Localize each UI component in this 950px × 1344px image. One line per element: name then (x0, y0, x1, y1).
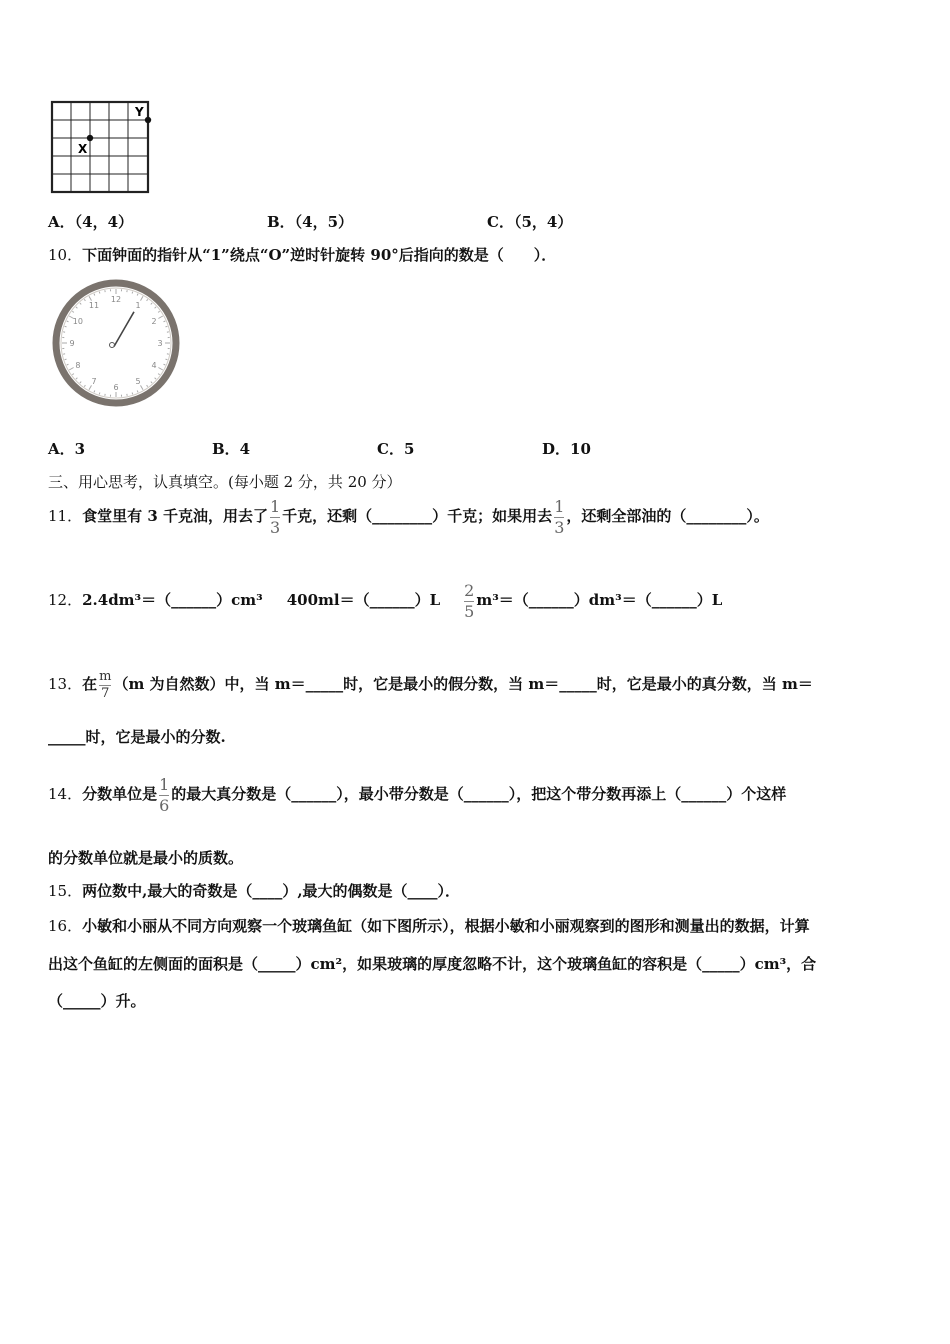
clock-number: 9 (69, 339, 75, 348)
fraction-two-fifths: $\frac{2}{5}$ (464, 580, 475, 621)
q9-option-a: A．（4，4） (48, 213, 134, 231)
question-12: 12．2.4dm³＝（______）cm³ 400ml＝（______）L $\frac{2}{5}$ m³＝（______）dm³＝（______）L (48, 580, 723, 621)
question-16-line-2: 出这个鱼缸的左侧面的面积是（_____）cm²，如果玻璃的厚度忽略不计，这个玻璃鱼缸的容积是（_____）cm³，合 (48, 955, 817, 973)
q10-option-b: B．4 (212, 440, 251, 458)
question-16-line-3: （_____）升。 (48, 992, 146, 1010)
label-x: X (78, 142, 88, 156)
clock-number: 1 (135, 300, 141, 310)
q10-option-a: A．3 (48, 440, 86, 458)
question-15: 15．两位数中,最大的奇数是（____）,最大的偶数是（____）． (48, 882, 461, 900)
q10-option-c: C．5 (377, 440, 415, 458)
label-y: Y (135, 105, 144, 119)
question-14-line-2: 的分数单位就是最小的质数。 (48, 849, 244, 867)
question-11: 11．食堂里有 3 千克油，用去了 $\frac{1}{3}$ 千克，还剩（________）千克；如果用去 $\frac{1}{3}$ ，还剩全部油的（________）。 (48, 496, 769, 537)
clock-number: 4 (151, 361, 157, 370)
point-y (145, 117, 151, 123)
q10-option-d: D．10 (542, 440, 591, 458)
question-14: 14．分数单位是 $\frac{1}{6}$ 的最大真分数是（______），最小带分数是（______），把这个带分数再添上（______）个这样 (48, 774, 787, 815)
clock-tick (132, 393, 133, 395)
question-16: 16．小敏和小丽从不同方向观察一个玻璃鱼缸（如下图所示），根据小敏和小丽观察到的图形和测量出的数据，计算 (48, 917, 810, 935)
point-x (87, 135, 93, 141)
question-10: 10．下面钟面的指针从“1”绕点“O”逆时针旋转 90°后指向的数是（ ）． (48, 246, 557, 264)
clock-tick (65, 326, 67, 327)
q9-option-c: C．（5，4） (487, 213, 573, 231)
clock-number: 2 (151, 317, 157, 326)
clock-tick (166, 326, 168, 327)
clock-number: 12 (110, 295, 122, 304)
clock-number: 7 (91, 377, 97, 387)
question-13-line-2: _____时，它是最小的分数. (48, 728, 226, 746)
clock-number: 3 (157, 339, 163, 348)
fraction-one-third: $\frac{1}{3}$ (269, 496, 281, 537)
fraction-m-over-7: $\frac{m}{7}$ (99, 668, 112, 701)
q9-option-b: B．（4，5） (267, 213, 354, 231)
clock-number: 10 (72, 317, 83, 326)
fraction-one-sixth: $\frac{1}{6}$ (159, 774, 170, 815)
clock-tick (166, 359, 168, 360)
clock-number: 8 (75, 361, 81, 370)
clock-number: 6 (113, 383, 119, 392)
question-13: 13．在 $\frac{m}{7}$ （m 为自然数）中，当 m＝_____时，它是最小的假分数，当 m＝_____时，它是最小的真分数，当 m＝ (48, 668, 813, 701)
section-3-heading: 三、用心思考，认真填空。(每小题 2 分，共 20 分） (48, 473, 402, 491)
clock-face (50, 277, 182, 409)
clock-tick (99, 393, 100, 395)
fraction-one-third: $\frac{1}{3}$ (554, 496, 565, 537)
clock-number: 5 (135, 377, 141, 387)
clock-number: 11 (88, 300, 100, 310)
clock-tick (65, 359, 67, 360)
clock-tick (99, 292, 100, 294)
clock-tick (132, 292, 133, 294)
coordinate-grid-figure (48, 98, 156, 198)
